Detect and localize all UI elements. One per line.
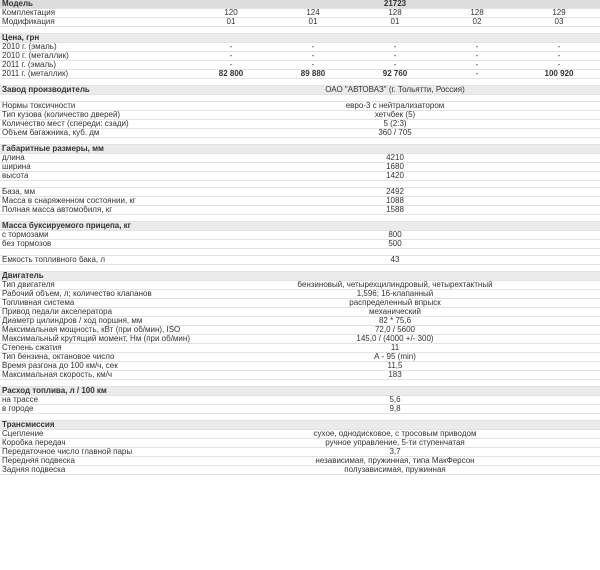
spec-label: Максимальный крутящий момент, Нм (при об/мин) <box>2 334 190 343</box>
price-value: 89 880 <box>272 70 354 79</box>
spec-row <box>0 448 600 457</box>
spec-row <box>0 120 600 129</box>
spec-value: бензиновый, четырехцилиндровый, четырехтактный <box>190 281 600 290</box>
spec-value: 183 <box>190 371 600 380</box>
price-value: - <box>354 61 436 70</box>
spec-row <box>0 111 600 120</box>
price-value: - <box>272 52 354 61</box>
spec-row <box>0 206 600 215</box>
spacer-cell <box>0 79 600 86</box>
spec-row <box>0 281 600 290</box>
spec-value: независимая, пружинная, типа МакФерсон <box>190 457 600 466</box>
spec-value: 11,5 <box>190 362 600 371</box>
price-value: - <box>354 52 436 61</box>
variant-value: 120 <box>190 9 272 18</box>
spec-label: Рабочий объем, л; количество клапанов <box>0 290 190 299</box>
variant-value: 03 <box>518 18 600 27</box>
spec-label: База, мм <box>0 188 190 197</box>
price-value: - <box>190 43 272 52</box>
section-title: Двигатель <box>0 272 600 281</box>
spec-label: Тип двигателя <box>0 281 190 290</box>
spec-row <box>0 290 600 299</box>
section-title-row <box>0 34 600 43</box>
spec-value: 11 <box>190 344 600 353</box>
spacer-cell <box>0 138 600 145</box>
spec-row <box>0 344 600 353</box>
section-title-row <box>0 387 600 396</box>
spec-label: Диаметр цилиндров / ход поршня, мм <box>0 317 190 326</box>
spec-value: 1420 <box>190 172 600 181</box>
spec-label: Тип бензина, октановое число <box>0 353 190 362</box>
spec-value: полузависимая, пружинная <box>190 466 600 475</box>
price-value: - <box>436 70 518 79</box>
spec-row <box>0 240 600 249</box>
spec-label: Задняя подвеска <box>0 466 190 475</box>
spec-row <box>0 371 600 380</box>
spec-label: на трассе <box>0 396 190 405</box>
spec-row <box>0 362 600 371</box>
spec-row <box>0 317 600 326</box>
spec-value: 145,0 / (4000 +/- 300) <box>190 335 600 344</box>
spec-label: Передняя подвеска <box>0 457 190 466</box>
maker-value: ОАО "АВТОВАЗ" (г. Тольятти, Россия) <box>190 86 600 95</box>
spec-row <box>0 396 600 405</box>
spec-label: без тормозов <box>0 240 190 249</box>
price-value: - <box>272 43 354 52</box>
spec-label: Привод педали акселератора <box>0 308 190 317</box>
spec-value: 1088 <box>190 197 600 206</box>
spacer-cell <box>0 27 600 34</box>
header-row <box>0 0 600 9</box>
price-value: - <box>190 61 272 70</box>
spec-value: 1,596; 16-клапанный <box>190 290 600 299</box>
variant-value: 128 <box>354 9 436 18</box>
price-row <box>0 61 600 70</box>
section-title: Трансмиссия <box>0 421 600 430</box>
variant-value: 01 <box>272 18 354 27</box>
spec-row <box>0 197 600 206</box>
section-title: Завод производитель <box>0 86 190 95</box>
spec-label: в городе <box>0 405 190 414</box>
variant-label: Модификация <box>0 18 190 27</box>
spec-row <box>0 326 600 335</box>
spec-label: Емкость топливного бака, л <box>0 256 190 265</box>
spec-row <box>0 129 600 138</box>
spec-label: ширина <box>0 163 190 172</box>
spec-label: Объем багажника, куб. дм <box>0 129 190 138</box>
spec-value: 72,0 / 5600 <box>190 326 600 335</box>
price-value: - <box>436 52 518 61</box>
spec-row <box>0 299 600 308</box>
spacer-row <box>0 138 600 145</box>
section-title: Масса буксируемого прицепа, кг <box>0 222 600 231</box>
spec-value: распределенный впрыск <box>190 299 600 308</box>
spec-value: 4210 <box>190 154 600 163</box>
price-value: 92 760 <box>354 70 436 79</box>
spec-label: Масса в снаряженном состоянии, кг <box>0 197 190 206</box>
price-value: - <box>272 61 354 70</box>
section-title: Габаритные размеры, мм <box>0 145 600 154</box>
spacer-row <box>0 380 600 387</box>
variant-row <box>0 9 600 18</box>
spacer-cell <box>0 181 600 188</box>
variant-value: 01 <box>190 18 272 27</box>
price-value: - <box>518 52 600 61</box>
spec-label: с тормозами <box>0 231 190 240</box>
variant-value: 128 <box>436 9 518 18</box>
price-value: 100 920 <box>518 70 600 79</box>
spec-value: механический <box>190 308 600 317</box>
spec-value: 5,6 <box>190 396 600 405</box>
spec-label: Сцепление <box>0 430 190 439</box>
spacer-cell <box>0 249 600 256</box>
spec-row <box>0 466 600 475</box>
spec-value: А - 95 (min) <box>190 353 600 362</box>
spec-label: Степень сжатия <box>0 344 190 353</box>
spec-value: ручное управление, 5-ти ступенчатая <box>190 439 600 448</box>
spacer-row <box>0 414 600 421</box>
spec-value: 800 <box>190 231 600 240</box>
spec-label: Полная масса автомобиля, кг <box>0 206 190 215</box>
spec-label: высота <box>0 172 190 181</box>
spec-value: 5 (2:3) <box>190 120 600 129</box>
spec-value: 1588 <box>190 206 600 215</box>
spacer-row <box>0 249 600 256</box>
spec-value: 500 <box>190 240 600 249</box>
spacer-cell <box>0 380 600 387</box>
price-row <box>0 70 600 79</box>
spacer-row <box>0 79 600 86</box>
price-value: - <box>436 43 518 52</box>
spec-label: Нормы токсичности <box>0 102 190 111</box>
spec-row <box>0 405 600 414</box>
price-label: 2010 г. (эмаль) <box>0 43 190 52</box>
spec-label: Топливная система <box>0 299 190 308</box>
price-value: 82 800 <box>190 70 272 79</box>
spec-label: Время разгона до 100 км/ч, сек <box>0 362 190 371</box>
section-title: Цена, грн <box>0 34 600 43</box>
spec-label: Максимальная скорость, км/ч <box>0 371 190 380</box>
variant-value: 124 <box>272 9 354 18</box>
price-value: - <box>518 43 600 52</box>
section-title-row <box>0 421 600 430</box>
price-value: - <box>518 61 600 70</box>
spec-label: длина <box>0 154 190 163</box>
spec-value: 2492 <box>190 188 600 197</box>
spec-row <box>0 188 600 197</box>
variant-row <box>0 18 600 27</box>
header-label: Модель <box>0 0 190 9</box>
spec-value: хетчбек (5) <box>190 111 600 120</box>
price-value: - <box>436 61 518 70</box>
spec-row <box>0 163 600 172</box>
maker-row <box>0 86 600 95</box>
spec-row <box>0 430 600 439</box>
spec-row <box>0 256 600 265</box>
spec-value: 82 * 75,6 <box>190 317 600 326</box>
variant-value: 02 <box>436 18 518 27</box>
spec-label: Максимальная мощность, кВт (при об/мин), ISO <box>0 326 190 335</box>
spec-label: Количество мест (спереди: сзади) <box>0 120 190 129</box>
section-title-row <box>0 272 600 281</box>
spec-value: 360 / 705 <box>190 129 600 138</box>
spacer-cell <box>0 414 600 421</box>
spec-value: сухое, однодисковое, с тросовым приводом <box>190 430 600 439</box>
spec-row <box>0 353 600 362</box>
spacer-row <box>0 95 600 102</box>
section-title: Расход топлива, л / 100 км <box>0 387 600 396</box>
spec-value: 1680 <box>190 163 600 172</box>
spec-row <box>0 335 600 344</box>
spec-row <box>0 154 600 163</box>
spacer-cell <box>0 265 600 272</box>
price-label: 2011 г. (эмаль) <box>0 61 190 70</box>
price-label: 2010 г. (металлик) <box>0 52 190 61</box>
spacer-row <box>0 27 600 34</box>
price-value: - <box>190 52 272 61</box>
section-title-row <box>0 222 600 231</box>
spec-row <box>0 457 600 466</box>
spec-label: Передаточное число главной пары <box>0 448 190 457</box>
spec-row <box>0 172 600 181</box>
spec-label: Коробка передач <box>0 439 190 448</box>
spec-label: Тип кузова (количество дверей) <box>0 111 190 120</box>
variant-label: Комплектация <box>0 9 190 18</box>
price-row <box>0 43 600 52</box>
spec-row <box>0 439 600 448</box>
spacer-cell <box>0 215 600 222</box>
spacer-row <box>0 265 600 272</box>
spacer-row <box>0 215 600 222</box>
price-label: 2011 г. (металлик) <box>0 70 190 79</box>
spec-row <box>0 231 600 240</box>
spec-value: 3,7 <box>190 448 600 457</box>
model-name: 21723 <box>190 0 600 9</box>
variant-value: 01 <box>354 18 436 27</box>
variant-value: 129 <box>518 9 600 18</box>
spec-value: евро-3 с нейтрализатором <box>190 102 600 111</box>
spec-row <box>0 102 600 111</box>
spec-value: 9,8 <box>190 405 600 414</box>
price-row <box>0 52 600 61</box>
spacer-cell <box>0 95 600 102</box>
spec-row <box>0 308 600 317</box>
price-value: - <box>354 43 436 52</box>
spacer-row <box>0 181 600 188</box>
spec-value: 43 <box>190 256 600 265</box>
section-title-row <box>0 145 600 154</box>
